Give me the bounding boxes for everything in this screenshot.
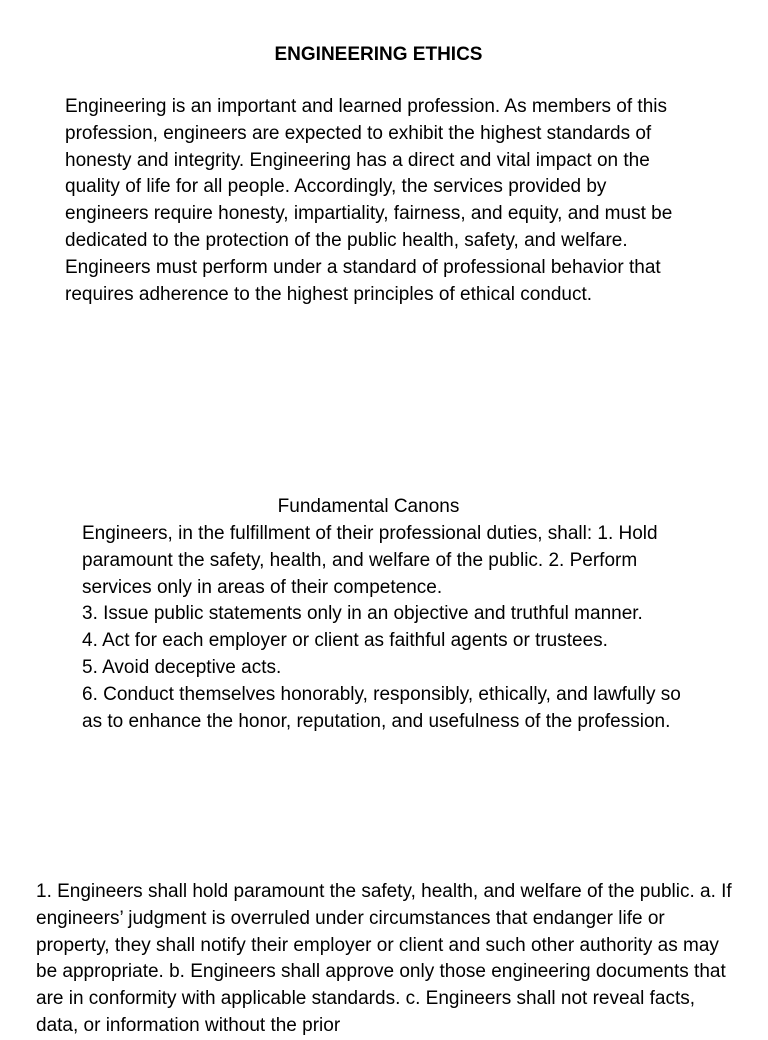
canons-list: [82, 521, 682, 735]
canon-line-6: 6. Conduct themselves honorably, responsibly, ethically, and lawfully so as to enhance the honor, reputation, and usefulness of the profession.: [82, 683, 681, 732]
canon-line-4: 4. Act for each employer or client as faithful agents or trustees.: [82, 630, 608, 652]
rule-one-paragraph: 1. Engineers shall hold paramount the safety, health, and welfare of the public. a. If engineers’ judgment is overruled under circumstances that endanger life or property, they shall notify their employer or client and such other authority as may be appropriate. b. Engineers shall approve only those engineering documents that are in conformity with applicable standards. c. Engineers shall not reveal facts, data, or information without the prior: [36, 881, 732, 1036]
canon-line-5: 5. Avoid deceptive acts.: [82, 656, 282, 678]
canon-line-1: Engineers, in the fulfillment of their professional duties, shall: 1. Hold paramount the safety, health, and welfare of the public. 2. Perform services only in areas of their competence.: [82, 523, 658, 598]
canon-line-3: 3. Issue public statements only in an objective and truthful manner.: [82, 603, 643, 625]
intro-paragraph: Engineering is an important and learned profession. As members of this profession, engineers are expected to exhibit the highest standards of honesty and integrity. Engineering has a direct and vital impact on the quality of life for all people. Accordingly, the services provided by engineers require honesty, impartiality, fairness, and equity, and must be dedicated to the protection of the public health, safety, and welfare. Engineers must perform under a standard of professional behavior that requires adherence to the highest principles of ethical conduct.: [65, 96, 673, 305]
canons-heading: Fundamental Canons: [277, 496, 460, 517]
page-title: ENGINEERING ETHICS: [274, 44, 483, 65]
